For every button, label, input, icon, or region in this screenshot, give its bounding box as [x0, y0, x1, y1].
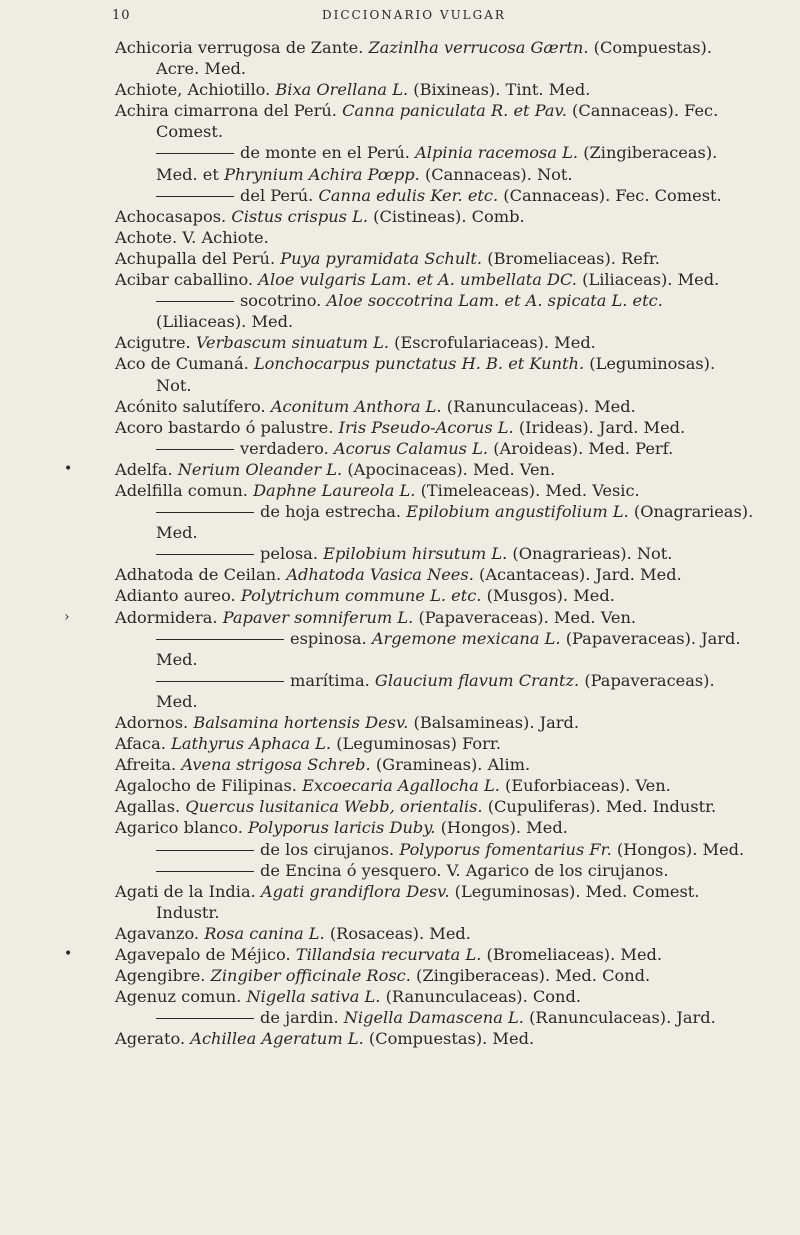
- entry-headword: Agenuz comun.: [115, 987, 242, 1007]
- dictionary-entry: [115, 248, 755, 269]
- ditto-dash: [156, 512, 254, 513]
- entry-headword: Achicoria verrugosa de Zante.: [115, 38, 364, 57]
- entry-latin-name: Aconitum Anthora L.: [270, 396, 442, 416]
- entry-latin-name: Argemone mexicana L.: [371, 628, 561, 648]
- entry-description: (Hongos). Med.: [440, 818, 568, 838]
- entry-description: (Rosaceas). Med.: [329, 923, 471, 943]
- ditto-dash: [156, 639, 284, 640]
- dictionary-entry: [115, 480, 755, 501]
- ditto-dash: [156, 1018, 254, 1019]
- entry-description-2: (Cannaceas). Not.: [424, 164, 573, 184]
- dictionary-entry: [115, 543, 755, 564]
- entry-headword: Achote. V. Achiote.: [115, 227, 269, 247]
- entry-description: (Papaveraceas). Med. Ven.: [418, 607, 637, 627]
- entry-latin-name: Quercus lusitanica Webb, orientalis.: [185, 797, 483, 817]
- entry-latin-name: Cistus crispus L.: [231, 206, 369, 226]
- entry-headword: Acigutre.: [115, 333, 191, 353]
- ditto-dash: [156, 449, 234, 450]
- entry-description: (Ranunculaceas). Cond.: [385, 987, 581, 1007]
- entry-latin-name: Polytrichum commune L. etc.: [240, 586, 482, 606]
- entry-description: (Liliaceas). Med.: [582, 270, 720, 290]
- entry-latin-name: Avena strigosa Schreb.: [181, 755, 371, 775]
- entry-latin-name: Daphne Laureola L.: [253, 480, 416, 500]
- dictionary-entry: [115, 501, 755, 543]
- entry-headword: Achiote, Achiotillo.: [115, 80, 271, 100]
- dictionary-entry: [115, 142, 755, 184]
- entry-description: (Papaveraceas). Med.: [156, 670, 715, 711]
- entry-latin-name: Bixa Orellana L.: [275, 80, 409, 100]
- ditto-dash: [156, 153, 234, 154]
- dictionary-entry: [115, 564, 755, 585]
- dictionary-entry: [115, 37, 755, 79]
- entry-headword: Agengibre.: [115, 966, 206, 986]
- running-title: DICCIONARIO VULGAR: [322, 8, 506, 22]
- entry-headword: verdadero.: [240, 438, 329, 458]
- dictionary-entry: [115, 754, 755, 775]
- dictionary-entry: [115, 417, 755, 438]
- entry-latin-name: Zingiber officinale Rosc.: [210, 966, 411, 986]
- dictionary-entry: [115, 986, 755, 1007]
- dictionary-entry: [115, 185, 755, 206]
- entry-latin-name: Iris Pseudo-Acorus L.: [338, 417, 514, 437]
- entry-description: (Timeleaceas). Med. Vesic.: [420, 480, 640, 500]
- entry-headword: de monte en el Perú.: [240, 143, 410, 163]
- entry-headword: de jardin.: [260, 1008, 339, 1028]
- entry-description: (Zingiberaceas). Med. Cond.: [416, 966, 651, 986]
- entry-headword: Agarico blanco.: [115, 818, 243, 838]
- entry-latin-name: Puya pyramidata Schult.: [280, 248, 483, 268]
- dictionary-entry: [115, 628, 755, 670]
- entry-headword: Agalocho de Filipinas.: [115, 776, 297, 796]
- entry-headword: Aco de Cumaná.: [115, 354, 249, 374]
- page-header: [112, 6, 742, 28]
- dictionary-entry: [115, 290, 755, 332]
- dictionary-entry: [115, 796, 755, 817]
- entry-description: (Leguminosas). Not.: [156, 354, 716, 395]
- entry-description: (Onagrarieas). Not.: [512, 544, 673, 564]
- dictionary-entry: [115, 438, 755, 459]
- dictionary-entry: • Agavepalo de Méjico. Tillandsia recurvata L. (Bromeliaceas). Med.: [64, 945, 663, 965]
- entry-description: (Leguminosas). Med. Comest. Industr.: [156, 881, 700, 922]
- entry-description: (Gramineas). Alim.: [375, 755, 531, 775]
- entry-latin-name: Epilobium angustifolium L.: [406, 502, 629, 522]
- entry-description: (Onagrarieas). Med.: [156, 502, 754, 543]
- entry-description: (Papaveraceas). Jard. Med.: [156, 628, 741, 669]
- dictionary-entry: [115, 332, 755, 353]
- entry-latin-name: Canna paniculata R. et Pav.: [342, 101, 567, 121]
- entry-description: (Irideas). Jard. Med.: [518, 417, 686, 437]
- ditto-dash: [156, 681, 284, 682]
- entry-headword: Acónito salutífero.: [115, 396, 266, 416]
- dictionary-entry: [115, 965, 755, 986]
- entry-description: (Ranunculaceas). Jard.: [529, 1008, 716, 1028]
- entry-headword: Adianto aureo.: [115, 586, 236, 606]
- entry-latin-name-2: Phrynium Achira Pœpp.: [224, 164, 420, 184]
- entry-description: (Zingiberaceas). Med. et: [156, 143, 718, 184]
- dictionary-entry: [115, 923, 755, 944]
- dictionary-entry: [115, 712, 755, 733]
- entry-description: (Bromeliaceas). Med.: [486, 945, 663, 965]
- entry-latin-name: Lathyrus Aphaca L.: [171, 734, 332, 754]
- dictionary-entry: [115, 353, 755, 395]
- entry-latin-name: Tillandsia recurvata L.: [295, 945, 482, 965]
- entry-headword: Achocasapos.: [115, 206, 227, 226]
- entry-latin-name: Lonchocarpus punctatus H. B. et Kunth.: [253, 354, 585, 374]
- entry-headword: Acoro bastardo ó palustre.: [115, 417, 334, 437]
- entry-description: (Musgos). Med.: [486, 586, 615, 606]
- dictionary-entries: [64, 37, 755, 1050]
- entry-headword: de hoja estrecha.: [260, 502, 402, 522]
- ditto-dash: [156, 871, 254, 872]
- entry-headword: Acibar caballino.: [115, 270, 254, 290]
- entry-latin-name: Rosa canina L.: [204, 923, 325, 943]
- entry-latin-name: Verbascum sinuatum L.: [195, 333, 389, 353]
- entry-description: (Apocinaceas). Med. Ven.: [347, 459, 556, 479]
- dictionary-entry: [115, 100, 755, 142]
- entry-headword: Achira cimarrona del Perú.: [115, 101, 337, 121]
- entry-headword: Agavanzo.: [115, 923, 200, 943]
- entry-headword: de los cirujanos.: [260, 839, 395, 859]
- dictionary-entry: [115, 733, 755, 754]
- entry-latin-name: Excoecaria Agallocha L.: [302, 776, 500, 796]
- entry-headword: Achupalla del Perú.: [115, 248, 276, 268]
- entry-description: (Compuestas). Med.: [368, 1029, 535, 1049]
- entry-headword: Agavepalo de Méjico.: [115, 945, 291, 965]
- dictionary-entry: [115, 860, 755, 881]
- entry-headword: Agati de la India.: [115, 881, 256, 901]
- entry-headword: Adhatoda de Ceilan.: [115, 565, 282, 585]
- dictionary-entry: [115, 396, 755, 417]
- ditto-dash: [156, 554, 254, 555]
- entry-headword: Adormidera.: [115, 607, 218, 627]
- entry-headword: marítima.: [290, 670, 370, 690]
- entry-description: (Cannaceas). Fec. Comest.: [503, 185, 722, 205]
- entry-headword: Afaca.: [115, 734, 166, 754]
- entry-description: (Compuestas). Acre. Med.: [156, 38, 713, 79]
- entry-description: (Hongos). Med.: [616, 839, 745, 859]
- entry-headword: socotrino.: [240, 291, 322, 311]
- dictionary-entry: [115, 269, 755, 290]
- entry-description: (Escrofulariaceas). Med.: [394, 333, 596, 353]
- entry-latin-name: Polyporus laricis Duby.: [248, 818, 436, 838]
- entry-headword: Agallas.: [115, 797, 181, 817]
- ditto-dash: [156, 301, 234, 302]
- entry-latin-name: Balsamina hortensis Desv.: [193, 713, 409, 732]
- entry-description: (Bixineas). Tint. Med.: [413, 80, 591, 100]
- dictionary-entry: [115, 817, 755, 838]
- entry-headword: Adelfa.: [115, 459, 173, 479]
- ditto-dash: [156, 850, 254, 851]
- entry-latin-name: Acorus Calamus L.: [333, 438, 489, 458]
- entry-description: (Euforbiaceas). Ven.: [505, 776, 671, 796]
- entry-latin-name: Alpinia racemosa L.: [415, 143, 579, 163]
- entry-description: (Cannaceas). Fec. Comest.: [156, 101, 719, 142]
- entry-headword: Adornos.: [115, 713, 189, 732]
- dictionary-entry: [115, 1007, 755, 1028]
- entry-description: (Aroideas). Med. Perf.: [493, 438, 674, 458]
- entry-latin-name: Nerium Oleander L.: [177, 459, 343, 479]
- entry-latin-name: Aloe vulgaris Lam. et A. umbellata DC.: [258, 270, 577, 290]
- dictionary-entry: [115, 670, 755, 712]
- dictionary-entry: [115, 775, 755, 796]
- entry-latin-name: Achillea Ageratum L.: [190, 1029, 364, 1049]
- dictionary-entry: [115, 206, 755, 227]
- entry-headword: del Perú.: [240, 185, 314, 205]
- entry-headword: Adelfilla comun.: [115, 480, 248, 500]
- entry-latin-name: Papaver somniferum L.: [222, 607, 414, 627]
- entry-latin-name: Polyporus fomentarius Fr.: [399, 839, 612, 859]
- page-number: 10: [112, 8, 131, 23]
- dictionary-entry: [115, 227, 755, 248]
- entry-latin-name: Aloe soccotrina Lam. et A. spicata L. etc.: [326, 291, 663, 311]
- entry-latin-name: Canna edulis Ker. etc.: [318, 185, 499, 205]
- dictionary-entry: • Adelfa. Nerium Oleander L. (Apocinaceas). Med. Ven.: [64, 459, 556, 479]
- ditto-dash: [156, 196, 234, 197]
- entry-latin-name: Adhatoda Vasica Nees.: [286, 565, 474, 585]
- entry-description: (Balsamineas). Jard.: [413, 713, 579, 732]
- entry-headword: Afreita.: [115, 755, 177, 775]
- dictionary-entry: [115, 1028, 755, 1049]
- entry-description: (Cupuliferas). Med. Industr.: [487, 797, 717, 817]
- entry-headword: Agerato.: [115, 1029, 186, 1049]
- entry-description: (Acantaceas). Jard. Med.: [479, 565, 682, 585]
- entry-headword: espinosa.: [290, 628, 367, 648]
- entry-latin-name: Nigella sativa L.: [246, 987, 381, 1007]
- entry-latin-name: Agati grandiflora Desv.: [260, 881, 450, 901]
- dictionary-entry: › Adormidera. Papaver somniferum L. (Papaveraceas). Med. Ven.: [64, 607, 637, 627]
- dictionary-entry: [115, 881, 755, 923]
- entry-latin-name: Epilobium hirsutum L.: [323, 544, 508, 564]
- entry-description: (Liliaceas). Med.: [156, 312, 294, 332]
- entry-description: (Ranunculaceas). Med.: [446, 396, 636, 416]
- entry-latin-name: Nigella Damascena L.: [343, 1008, 524, 1028]
- entry-latin-name: Glaucium flavum Crantz.: [374, 670, 580, 690]
- dictionary-entry: [115, 585, 755, 606]
- entry-headword: de Encina ó yesquero. V. Agarico de los cirujanos.: [260, 860, 669, 880]
- entry-headword: pelosa.: [260, 544, 318, 564]
- entry-latin-name: Zazinlha verrucosa Gærtn.: [368, 38, 589, 57]
- entry-description: (Bromeliaceas). Refr.: [487, 248, 660, 268]
- entry-description: (Leguminosas) Forr.: [336, 734, 502, 754]
- dictionary-entry: [115, 839, 755, 860]
- entry-description: (Cistineas). Comb.: [373, 206, 525, 226]
- dictionary-entry: [115, 79, 755, 100]
